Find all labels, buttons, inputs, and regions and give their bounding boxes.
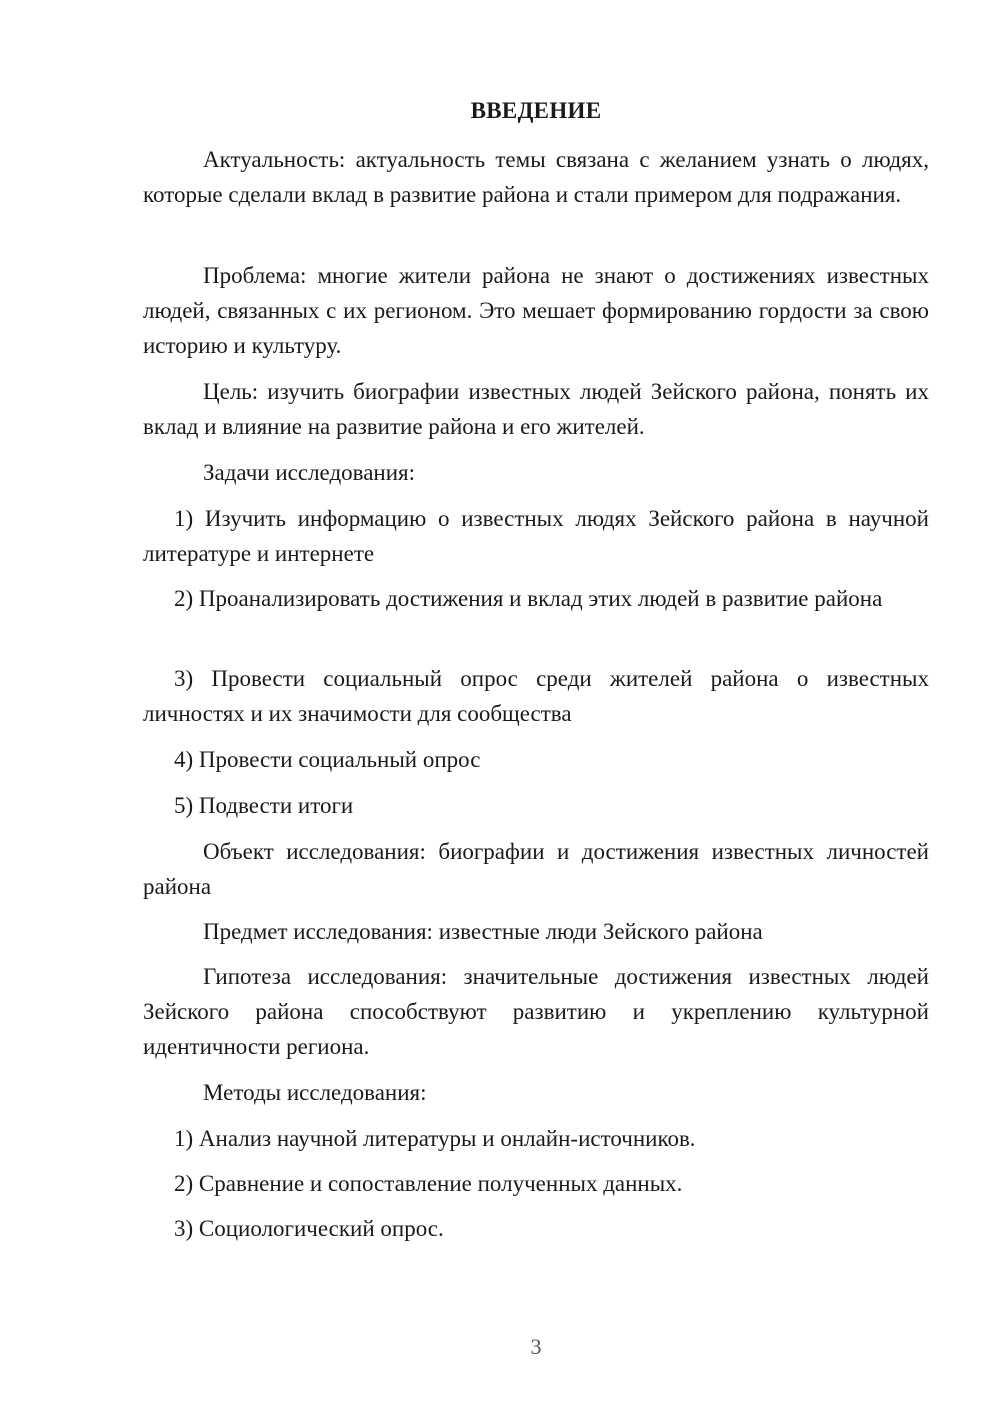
- list-item-method-2: 2) Сравнение и сопоставление полученных данных.: [174, 1171, 683, 1196]
- list-item-task-1: 1) Изучить информацию о известных людях Зейского района в научной литературе и интернете: [143, 506, 929, 566]
- list-item-task-4: 4) Провести социальный опрос: [174, 747, 481, 772]
- paragraph-relevance: Актуальность: актуальность темы связана с желанием узнать о людях, которые сделали вклад в развитие района и стали примером для подражания.: [143, 147, 929, 207]
- paragraph-subject: Предмет исследования: известные люди Зейского района: [203, 919, 763, 944]
- paragraph-problem: Проблема: многие жители района не знают о достижениях известных людей, связанных с их регионом. Это мешает формированию гордости за свою историю и культуру.: [143, 263, 929, 358]
- page-title: ВВЕДЕНИЕ: [470, 98, 602, 123]
- list-item-method-3: 3) Социологический опрос.: [174, 1216, 444, 1241]
- list-item-method-1: 1) Анализ научной литературы и онлайн-источников.: [174, 1126, 696, 1151]
- paragraph-tasks-heading: Задачи исследования:: [203, 460, 416, 485]
- list-item-task-5: 5) Подвести итоги: [174, 793, 354, 818]
- list-item-task-3: 3) Провести социальный опрос среди жителей района о известных личностях и их значимости для сообщества: [143, 666, 929, 726]
- paragraph-hypothesis: Гипотеза исследования: значительные достижения известных людей Зейского района способствуют развитию и укреплению культурной идентичности региона.: [143, 964, 929, 1059]
- paragraph-object: Объект исследования: биографии и достижения известных личностей района: [143, 839, 929, 899]
- paragraph-goal: Цель: изучить биографии известных людей Зейского района, понять их вклад и влияние на развитие района и его жителей.: [143, 379, 929, 439]
- paragraph-methods-heading: Методы исследования:: [203, 1080, 427, 1105]
- list-item-task-2: 2) Проанализировать достижения и вклад этих людей в развитие района: [174, 586, 883, 611]
- page-number: 3: [530, 1334, 542, 1359]
